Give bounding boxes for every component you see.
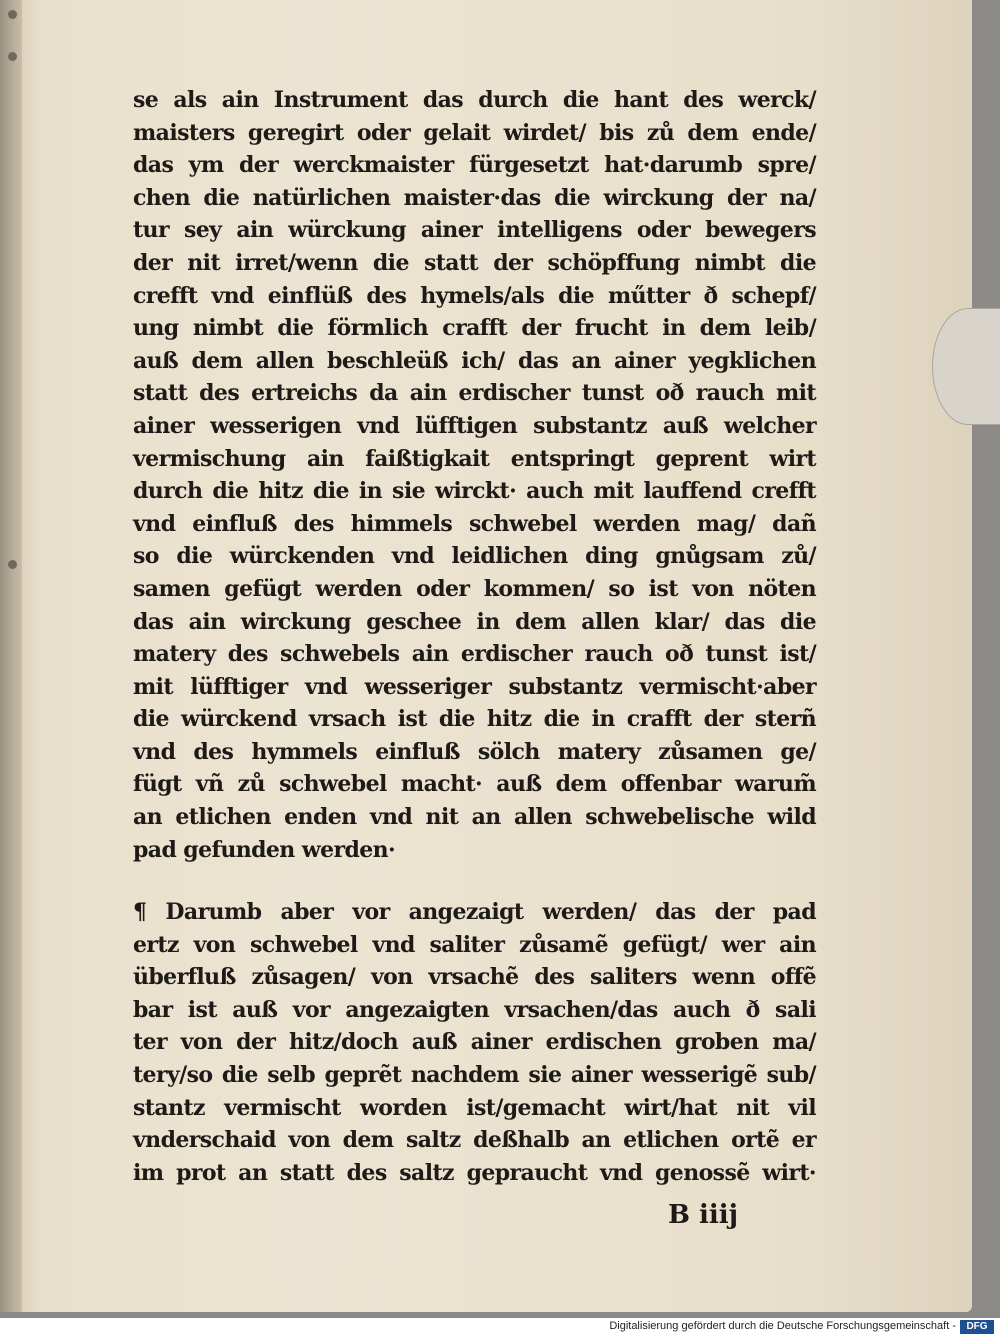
footer bbox=[0, 1318, 1000, 1337]
text-line: das ym der werckmaister fürgesetzt hat·darumb spre/ bbox=[133, 152, 816, 179]
footer-credit: Digitalisierung gefördert durch die Deutsche Forschungsgemeinschaft - bbox=[609, 1320, 956, 1332]
binding-hole bbox=[8, 560, 17, 569]
text-line: tery/so die selb geprẽt nachdem sie ainer wesserigẽ sub/ bbox=[133, 1061, 816, 1088]
text-line: bar ist auß vor angezaigten vrsachen/das auch ð sali bbox=[133, 996, 816, 1023]
page-gutter bbox=[0, 0, 22, 1312]
text-line: vnd des hymmels einfluß sölch matery zůsamen ge/ bbox=[133, 738, 816, 765]
text-line: statt des ertreichs da ain erdischer tunst oð rauch mit bbox=[133, 380, 816, 407]
text-line: vermischung ain faißtigkait entspringt geprent wirt bbox=[133, 445, 816, 472]
text-line: im prot an statt des saltz gepraucht vnd genossẽ wirt· bbox=[133, 1159, 816, 1186]
dfg-logo: DFG bbox=[960, 1320, 994, 1334]
text-line: ung nimbt die förmlich crafft der frucht in dem leib/ bbox=[133, 315, 816, 342]
text-line: ter von der hitz/doch auß ainer erdischen groben ma/ bbox=[133, 1029, 816, 1056]
text-line: stantz vermischt worden ist/gemacht wirt/hat nit vil bbox=[133, 1094, 816, 1121]
text-line: auß dem allen beschleüß ich/ das an ainer yegklichen bbox=[133, 347, 816, 374]
page-tab bbox=[932, 308, 1000, 425]
paragraph-2 bbox=[133, 896, 816, 1189]
text-line: die würckend vrsach ist die hitz die in crafft der sterñ bbox=[133, 706, 816, 733]
text-line: vnd einfluß des himmels schwebel werden mag/ dañ bbox=[133, 510, 816, 537]
text-line: se als ain Instrument das durch die hant des werck/ bbox=[133, 87, 816, 113]
text-line: tur sey ain würckung ainer intelligens oder bewegers bbox=[133, 217, 816, 244]
text-line: so die würckenden vnd leidlichen ding gnůgsam zů/ bbox=[133, 543, 816, 570]
text-line: chen die natürlichen maister·das die wirckung der na/ bbox=[133, 184, 816, 211]
text-line: durch die hitz die in sie wirckt· auch mit lauffend crefft bbox=[133, 478, 816, 505]
text-line: mit lüfftiger vnd wesseriger substantz vermischt·aber bbox=[133, 673, 816, 700]
text-line: vnderschaid von dem saltz deßhalb an etlichen ortẽ er bbox=[133, 1127, 816, 1154]
text-line: ertz von schwebel vnd saliter zůsamẽ gefügt/ wer ain bbox=[133, 931, 816, 958]
text-line: pad gefunden werden· bbox=[133, 836, 396, 863]
binding-hole bbox=[8, 10, 17, 19]
text-line: samen gefügt werden oder kommen/ so ist von nöten bbox=[133, 575, 816, 602]
text-line: an etlichen enden vnd nit an allen schwebelische wild bbox=[133, 804, 816, 831]
text-line: überfluß zůsagen/ von vrsachẽ des saliters wenn offẽ bbox=[133, 964, 816, 991]
text-line: das ain wirckung geschee in dem allen klar/ das die bbox=[133, 608, 816, 635]
binding-hole bbox=[8, 52, 17, 61]
paragraph-1 bbox=[133, 84, 816, 866]
text-line: ¶ Darumb aber vor angezaigt werden/ das der pad bbox=[133, 899, 816, 925]
text-line: der nit irret/wenn die statt der schöpffung nimbt die bbox=[133, 249, 816, 276]
signature-mark: B iiij bbox=[668, 1200, 739, 1230]
text-line: ainer wesserigen vnd lüfftigen substantz auß welcher bbox=[133, 412, 816, 439]
text-line: fügt vñ zů schwebel macht· auß dem offenbar warum̃ bbox=[133, 771, 816, 798]
text-line: crefft vnd einflüß des hymels/als die műtter ð schepf/ bbox=[133, 282, 816, 309]
text-line: maisters geregirt oder gelait wirdet/ bis zů dem ende/ bbox=[133, 119, 816, 146]
text-line: matery des schwebels ain erdischer rauch oð tunst ist/ bbox=[133, 641, 816, 668]
